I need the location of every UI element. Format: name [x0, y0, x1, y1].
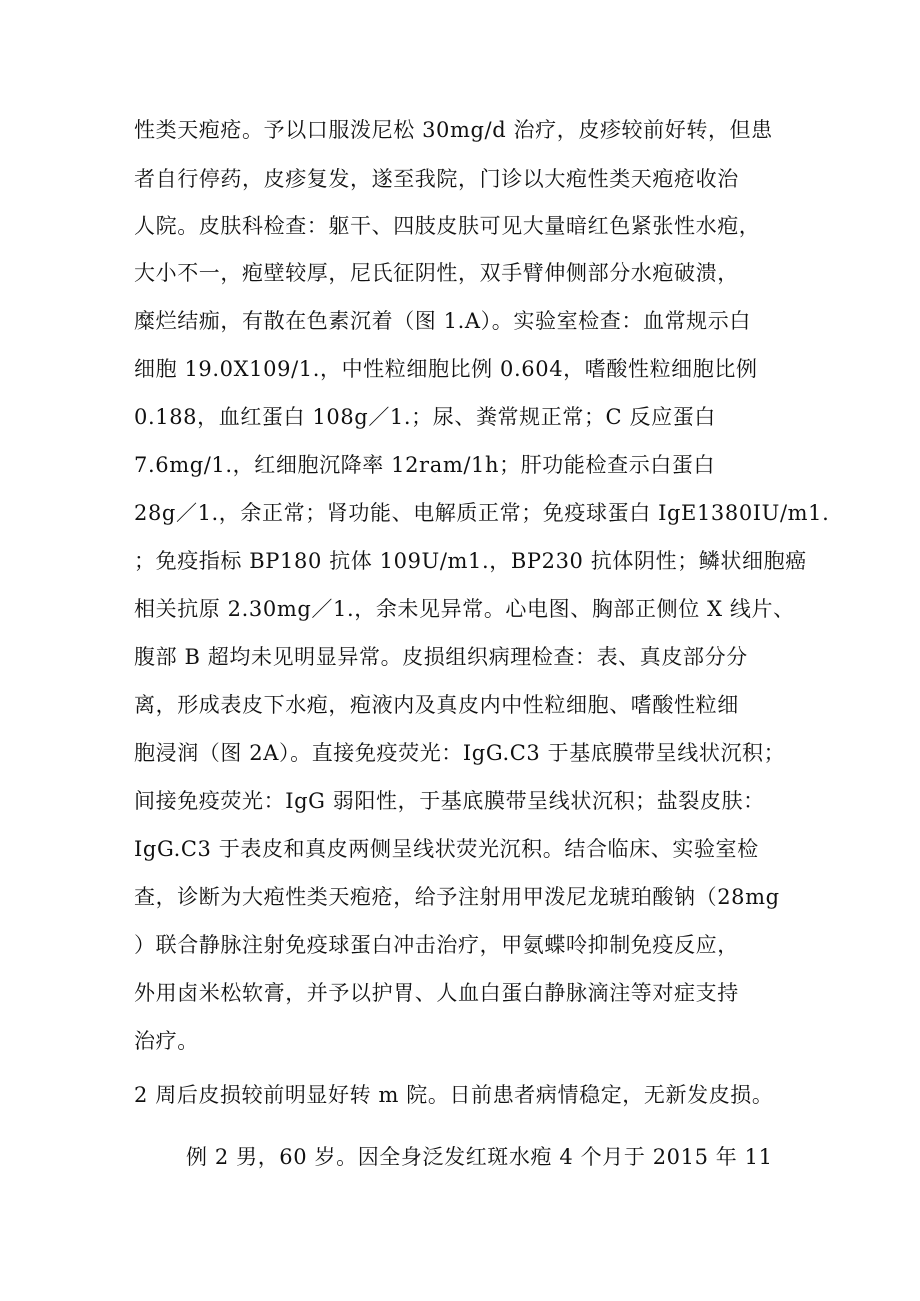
body-text-line: 查，诊断为大疱性类天疱疮，给予注射用甲泼尼龙琥珀酸钠（28mg — [134, 885, 780, 909]
body-text-line: 胞浸润（图 2A）。直接免疫荧光：IgG.C3 于基底膜带呈线状沉积； — [134, 741, 786, 765]
body-text-line: 大小不一，疱壁较厚，尼氏征阴性，双手臂伸侧部分水疱破溃， — [134, 261, 739, 285]
case-2-heading-line: 例 2 男，60 岁。因全身泛发红斑水疱 4 个月于 2015 年 11 — [186, 1145, 773, 1169]
body-text-line: 外用卤米松软膏，并予以护胃、人血白蛋白静脉滴注等对症支持 — [134, 981, 739, 1005]
body-text-line: 治疗。 — [134, 1029, 199, 1053]
body-text-line: ；免疫指标 BP180 抗体 109U/m1.，BP230 抗体阴性；鳞状细胞癌 — [134, 549, 807, 573]
body-text-line: 性类天疱疮。予以口服泼尼松 30mg/d 治疗，皮疹较前好转，但患 — [134, 118, 773, 142]
body-text-line: 0.188，血红蛋白 108g／1.；尿、粪常规正常；C 反应蛋白 — [134, 405, 716, 429]
body-text-line: 28g／1.，余正常；肾功能、电解质正常；免疫球蛋白 IgE1380IU/m1. — [134, 501, 830, 525]
body-text-line: 间接免疫荧光：IgG 弱阳性，于基底膜带呈线状沉积；盐裂皮肤： — [134, 789, 765, 813]
body-text-line: 离，形成表皮下水疱，疱液内及真皮内中性粒细胞、嗜酸性粒细 — [134, 693, 739, 717]
body-text-line: 糜烂结痂，有散在色素沉着（图 1.A）。实验室检查：血常规示白 — [134, 309, 751, 333]
body-text-line: 人院。皮肤科检查：躯干、四肢皮肤可见大量暗红色紧张性水疱， — [134, 214, 761, 238]
body-text-line: 相关抗原 2.30mg／1.，余未见异常。心电图、胸部正侧位 X 线片、 — [134, 597, 795, 621]
body-text-line: 7.6mg/1.，红细胞沉降率 12ram/1h；肝功能检查示白蛋白 — [134, 453, 716, 477]
body-text-line: ）联合静脉注射免疫球蛋白冲击治疗，甲氨蝶呤抑制免疫反应， — [134, 933, 739, 957]
body-text-line: IgG.C3 于表皮和真皮两侧呈线状荧光沉积。结合临床、实验室检 — [134, 837, 759, 861]
body-text-line: 细胞 19.0X109/1.，中性粒细胞比例 0.604，嗜酸性粒细胞比例 — [134, 357, 758, 381]
body-text-line: 2 周后皮损较前明显好转 m 院。日前患者病情稳定，无新发皮损。 — [134, 1083, 774, 1107]
body-text-line: 者自行停药，皮疹复发，遂至我院，门诊以大疱性类天疱疮收治 — [134, 167, 739, 191]
body-text-line: 腹部 B 超均未见明显异常。皮损组织病理检查：表、真皮部分分 — [134, 645, 748, 669]
